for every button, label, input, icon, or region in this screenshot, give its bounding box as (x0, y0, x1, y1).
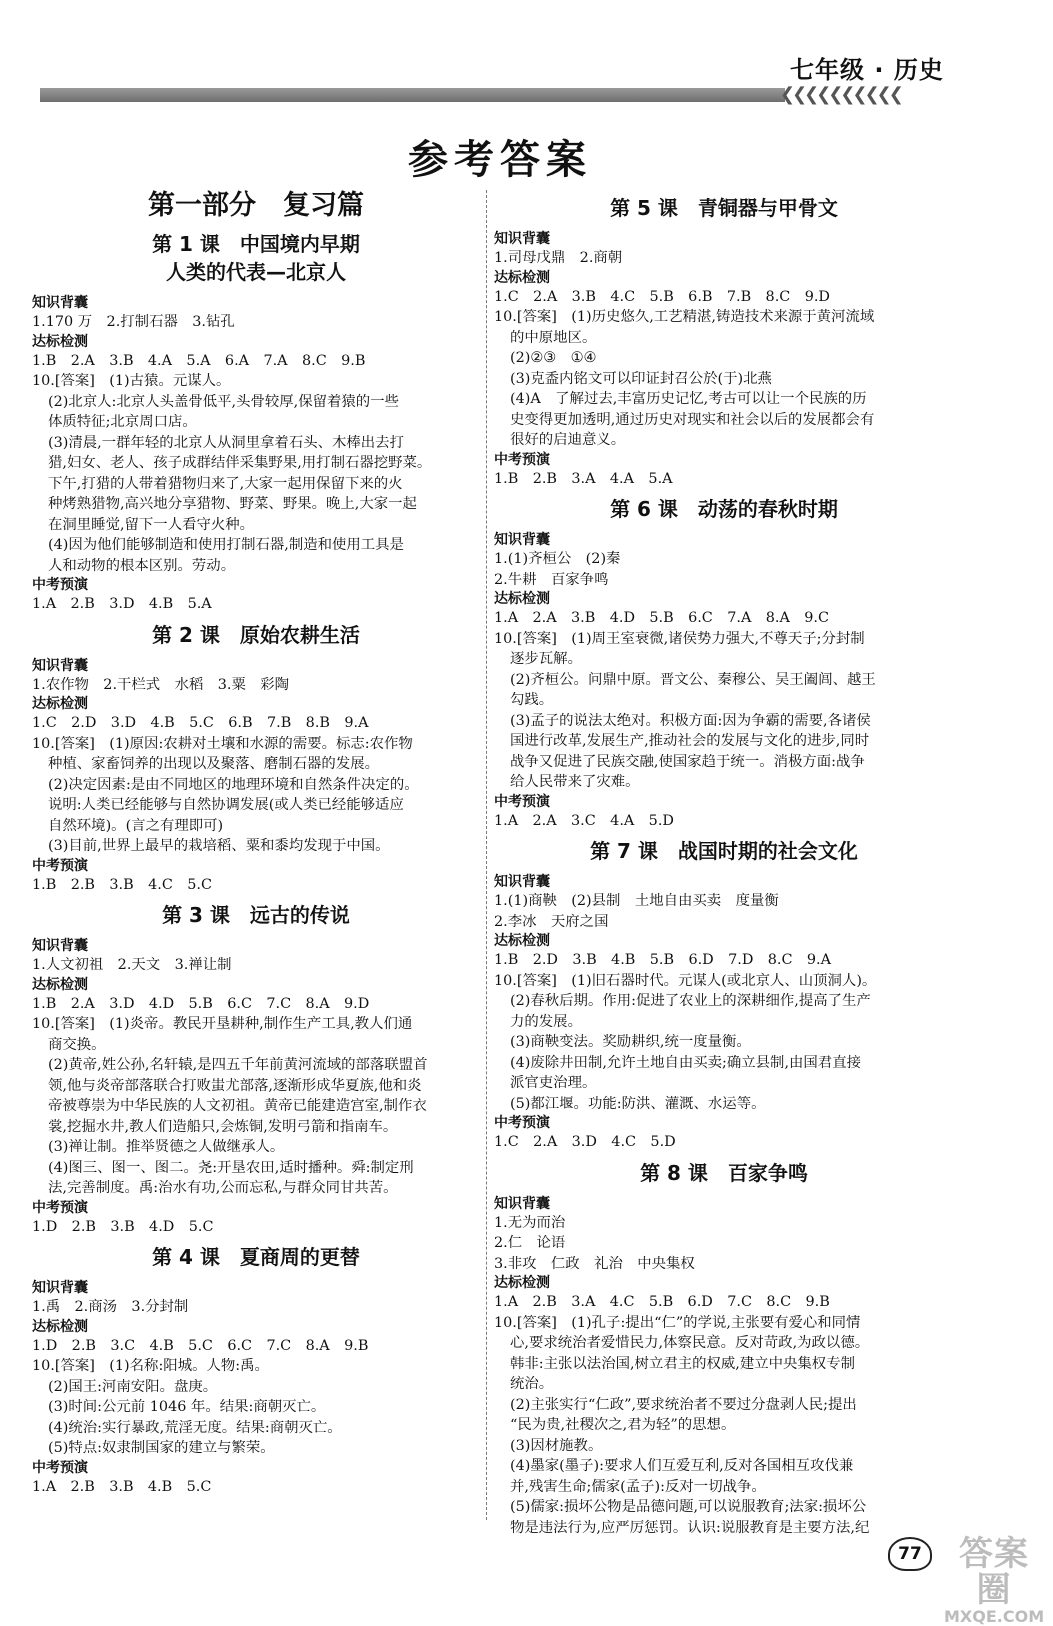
section-heading: 知识背囊 (32, 295, 88, 311)
lesson-title (494, 194, 954, 222)
answer-line: 1.(1)齐桓公 (2)秦 (494, 551, 621, 567)
part-title: 第一部分 复习篇 (148, 190, 364, 221)
section-heading: 达标检测 (32, 696, 88, 712)
answer-line: (4)图三、图一、图二。尧:开垦农田,适时播种。舜:制定刑 (48, 1159, 414, 1176)
answer-line: 1.司母戊鼎 2.商朝 (494, 250, 623, 266)
answer-line: 史变得更加透明,通过历史对现实和社会以后的发展都会有 (510, 411, 875, 428)
answer-line: (4)因为他们能够制造和使用打制石器,制造和使用工具是 (48, 537, 404, 553)
section-heading: 达标检测 (494, 1275, 550, 1291)
answer-line: (2)决定因素:是由不同地区的地理环境和自然条件决定的。 (48, 776, 419, 793)
answer-line: 猎,妇女、老人、孩子成群结伴采集野果,用打制石器挖野菜。 (48, 455, 432, 471)
answer-line: 的中原地区。 (510, 329, 597, 346)
answer-line: 1.C 2.D 3.D 4.B 5.C 6.B 7.B 8.B 9.A (32, 715, 369, 731)
section-heading: 达标检测 (494, 933, 550, 949)
answer-line: 10.[答案] (1)炎帝。教民开垦耕种,制作生产工具,教人们通 (32, 1016, 413, 1032)
answer-line: 战争又促进了民族交融,使国家趋于统一。消极方面:战争 (510, 753, 865, 770)
grade-subject-label: 七年级 · 历史 (790, 56, 944, 84)
section-heading: 达标检测 (32, 976, 88, 993)
answer-line: (5)儒家:损坏公物是品德问题,可以说服教育;法家:损坏公 (510, 1499, 867, 1515)
answer-line: 3.非攻 仁政 礼治 中央集权 (494, 1255, 695, 1272)
answer-line: 10.[答案] (1)旧石器时代。元谋人(或北京人、山顶洞人)。 (494, 972, 877, 989)
right-column (494, 188, 954, 1538)
section-heading: 中考预演 (32, 577, 88, 593)
answer-line: (2)国王:河南安阳。盘庚。 (48, 1378, 218, 1395)
answer-line: 种烤熟猎物,高兴地分享猎物、野菜、野果。晚上,大家一起 (48, 496, 417, 512)
lesson-title (494, 495, 954, 523)
column-divider (486, 190, 487, 1520)
answer-line: 1.A 2.B 3.D 4.B 5.A (32, 596, 212, 612)
lesson-title (494, 1159, 954, 1187)
answer-line: 商交换。 (48, 1036, 106, 1053)
answer-line: 1.D 2.B 3.B 4.D 5.C (32, 1218, 214, 1235)
answer-line: (3)因材施教。 (510, 1437, 603, 1454)
answer-line: 1.A 2.A 3.C 4.A 5.D (494, 812, 674, 829)
answer-line: 1.B 2.B 3.A 4.A 5.A (494, 470, 673, 487)
answer-line: 1.农作物 2.干栏式 水稻 3.粟 彩陶 (32, 676, 290, 693)
answer-line: 2.仁 论语 (494, 1235, 566, 1251)
lesson-title-text: 第 5 课 青铜器与甲骨文 (610, 196, 838, 220)
section-heading: 中考预演 (32, 857, 88, 874)
answer-line: 1.C 2.A 3.B 4.C 5.B 6.B 7.B 8.C 9.D (494, 288, 830, 305)
answer-line: (3)孟子的说法太绝对。积极方面:因为争霸的需要,各诸侯 (510, 712, 871, 729)
lesson-title (32, 621, 480, 649)
lesson-title-text: 第 3 课 远古的传说 (162, 903, 350, 927)
answer-line: 勾践。 (510, 692, 554, 708)
answer-line: 力的发展。 (510, 1013, 582, 1030)
answer-line: 逐步瓦解。 (510, 651, 582, 667)
section-heading: 中考预演 (494, 1115, 550, 1131)
section-heading: 知识背囊 (494, 1195, 550, 1212)
lesson-title-text: 第 2 课 原始农耕生活 (152, 622, 360, 647)
answer-line: (4)墨家(墨子):要求人们互爱互利,反对各国相互攻伐兼 (510, 1458, 854, 1474)
answer-line: 1.170 万 2.打制石器 3.钻孔 (32, 314, 235, 330)
section-heading: 知识背囊 (494, 532, 550, 548)
section-heading: 知识背囊 (32, 938, 88, 954)
lesson-subtitle: 人类的代表—北京人 (166, 260, 346, 284)
watermark-url: MXQE.COM (944, 1607, 1045, 1626)
answer-line: 1.A 2.A 3.B 4.D 5.B 6.C 7.A 8.A 9.C (494, 610, 829, 626)
section-heading: 知识背囊 (494, 231, 550, 247)
answer-line: (5)特点:奴隶制国家的建立与繁荣。 (48, 1440, 275, 1456)
answer-line: 1.B 2.B 3.B 4.C 5.C (32, 876, 212, 893)
answer-line: (3)克盉内铭文可以印证封召公於(于)北燕 (510, 370, 772, 387)
answer-line: 1.B 2.D 3.B 4.B 5.B 6.D 7.D 8.C 9.A (494, 952, 832, 968)
answer-line: 10.[答案] (1)古猿。元谋人。 (32, 373, 231, 389)
section-heading: 达标检测 (32, 333, 88, 350)
answer-line: (4)统治:实行暴政,荒淫无度。结果:商朝灭亡。 (48, 1419, 342, 1436)
answer-line: 派官吏治理。 (510, 1075, 597, 1091)
answer-line: 说明:人类已经能够与自然协调发展(或人类已经能够适应 (48, 797, 404, 813)
answer-line: (2)春秋后期。作用:促进了农业上的深耕细作,提高了生产 (510, 993, 871, 1009)
section-heading: 中考预演 (32, 1459, 88, 1476)
answer-line: 10.[答案] (1)原因:农耕对土壤和水源的需要。标志:农作物 (32, 735, 413, 752)
answer-line: 领,他与炎帝部落联合打败蚩尤部落,逐渐形成华夏族,他和炎 (48, 1077, 422, 1094)
answer-line: 法,完善制度。禹:治水有功,公而忘私,与群众同甘共苦。 (48, 1180, 398, 1196)
answer-line: 体质特征;北京周口店。 (48, 414, 197, 430)
answer-line: 1.B 2.A 3.B 4.A 5.A 6.A 7.A 8.C 9.B (32, 352, 366, 369)
answer-line: 1.A 2.B 3.B 4.B 5.C (32, 1478, 212, 1495)
lesson-title-text: 第 1 课 中国境内早期 (152, 232, 360, 256)
answer-line: (2)黄帝,姓公孙,名轩辕,是四五千年前黄河流域的部落联盟首 (48, 1057, 428, 1073)
answer-line: (4)废除井田制,允许土地自由买卖;确立县制,由国君直接 (510, 1054, 861, 1071)
section-heading: 达标检测 (494, 269, 550, 286)
answer-line: 1.无为而治 (494, 1214, 566, 1231)
section-heading: 中考预演 (32, 1199, 88, 1216)
section-heading: 达标检测 (32, 1318, 88, 1335)
answer-line: 2.李冰 天府之国 (494, 913, 609, 930)
answer-line: (3)目前,世界上最早的栽培稻、粟和黍均发现于中国。 (48, 838, 390, 854)
section-heading: 知识背囊 (32, 657, 88, 674)
lesson-title-text: 第 7 课 战国时期的社会文化 (590, 839, 858, 863)
answer-line: (3)商鞅变法。奖励耕织,统一度量衡。 (510, 1034, 751, 1050)
answer-line: 1.(1)商鞅 (2)县制 土地自由买卖 度量衡 (494, 893, 779, 909)
lesson-title-text: 第 6 课 动荡的春秋时期 (610, 497, 838, 521)
answer-line: 给人民带来了灾难。 (510, 774, 640, 790)
answer-line: 1.C 2.A 3.D 4.C 5.D (494, 1134, 676, 1150)
answer-line: 10.[答案] (1)名称:阳城。人物:禹。 (32, 1358, 269, 1374)
answer-line: 在洞里睡觉,留下一人看守火种。 (48, 516, 255, 533)
page-title: 参考答案 (408, 137, 592, 183)
answer-line: (5)都江堰。功能:防洪、灌溉、水运等。 (510, 1095, 766, 1112)
answer-line: (3)时间:公元前 1046 年。结果:商朝灭亡。 (48, 1399, 326, 1415)
answer-line: 韩非:主张以法治国,树立君主的权威,建立中央集权专制 (510, 1355, 855, 1372)
header-chevron-decoration: ❮❮❮❮❮❮❮❮❮❮ (780, 84, 901, 105)
header-rule (40, 88, 785, 102)
answer-line: 并,残害生命;儒家(孟子):反对一切战争。 (510, 1478, 766, 1495)
answer-line: 1.D 2.B 3.C 4.B 5.C 6.C 7.C 8.A 9.B (32, 1337, 369, 1354)
answer-line: 下午,打猎的人带着猎物归来了,大家一起用保留下来的火 (48, 475, 403, 492)
answer-line: (4)A 了解过去,丰富历史记忆,考古可以让一个民族的历 (510, 391, 867, 407)
section-heading: 达标检测 (494, 591, 550, 607)
answer-line: “民为贵,社稷次之,君为轻”的思想。 (510, 1417, 736, 1433)
section-heading: 中考预演 (494, 793, 550, 810)
section-heading: 知识背囊 (494, 874, 550, 890)
lesson-title (32, 901, 480, 929)
section-heading: 知识背囊 (32, 1280, 88, 1296)
answer-line: (2)北京人:北京人头盖骨低平,头骨较厚,保留着猿的一些 (48, 393, 399, 410)
watermark-logo (944, 1536, 1044, 1626)
answer-line: (2)②③ ①④ (510, 350, 597, 366)
answer-line: 心,要求统治者爱惜民力,体察民意。反对苛政,为政以德。 (510, 1335, 870, 1351)
left-column (32, 188, 480, 1497)
answer-line: 1.A 2.B 3.A 4.C 5.B 6.D 7.C 8.C 9.B (494, 1294, 830, 1310)
lesson-title (32, 230, 480, 286)
answer-line: 很好的启迪意义。 (510, 432, 626, 448)
page-number: 77 (888, 1537, 932, 1571)
answer-line: 10.[答案] (1)周王室衰微,诸侯势力强大,不尊天子;分封制 (494, 630, 865, 647)
lesson-title-text: 第 4 课 夏商周的更替 (152, 1245, 360, 1269)
answer-line: 统治。 (510, 1376, 554, 1392)
answer-line: (2)主张实行“仁政”,要求统治者不要过分盘剥人民;提出 (510, 1396, 857, 1413)
section-heading: 中考预演 (494, 451, 550, 468)
answer-line: 1.人文初祖 2.天文 3.禅让制 (32, 957, 232, 973)
answer-line: 物是违法行为,应严厉惩罚。认识:说服教育是主要方法,纪 (510, 1519, 870, 1536)
answer-line: 2.牛耕 百家争鸣 (494, 571, 609, 588)
answer-line: 人和动物的根本区别。劳动。 (48, 557, 236, 574)
answer-line: 自然环境)。(言之有理即可) (48, 817, 224, 834)
answer-line: 国进行改革,发展生产,推动社会的发展与文化的进步,同时 (510, 733, 870, 749)
answer-line: 1.B 2.A 3.D 4.D 5.B 6.C 7.C 8.A 9.D (32, 995, 370, 1012)
answer-line: 1.禹 2.商汤 3.分封制 (32, 1299, 189, 1315)
answer-line: 10.[答案] (1)孔子:提出“仁”的学说,主张要有爱心和同情 (494, 1314, 861, 1331)
answer-line: (2)齐桓公。问鼎中原。晋文公、秦穆公、吴王阖闾、越王 (510, 671, 876, 688)
watermark-text: 答案圈 (959, 1534, 1029, 1610)
answer-line: 10.[答案] (1)历史悠久,工艺精湛,铸造技术来源于黄河流域 (494, 309, 875, 325)
answer-line: 裳,挖掘水井,教人们造船只,会炼铜,发明弓箭和指南车。 (48, 1118, 398, 1135)
lesson-title (32, 1243, 480, 1271)
lesson-title (494, 837, 954, 865)
answer-line: 种植、家畜饲养的出现以及聚落、磨制石器的发展。 (48, 756, 379, 772)
answer-line: 帝被尊崇为中华民族的人文初祖。黄帝已能建造宫室,制作衣 (48, 1098, 427, 1114)
answer-line: (3)清晨,一群年轻的北京人从洞里拿着石头、木棒出去打 (48, 434, 404, 451)
answer-line: (3)禅让制。推举贤德之人做继承人。 (48, 1139, 285, 1155)
lesson-title-text: 第 8 课 百家争鸣 (640, 1160, 808, 1185)
